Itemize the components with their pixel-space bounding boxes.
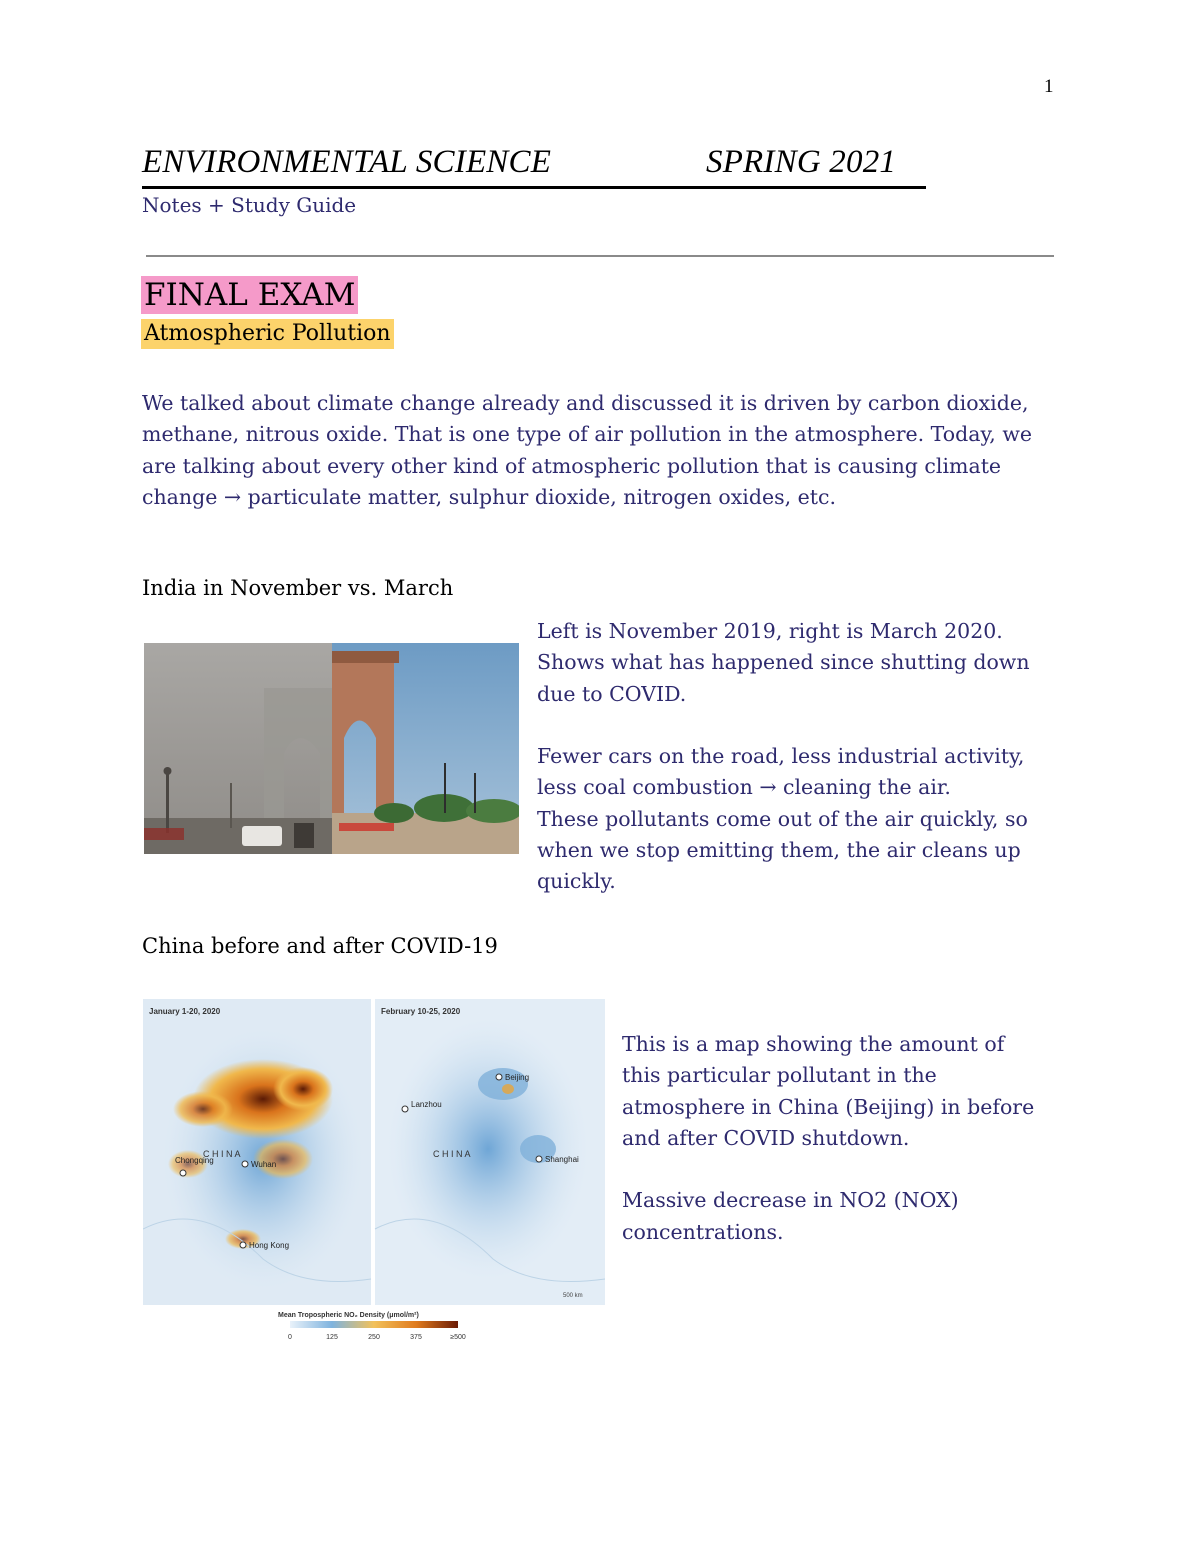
map-panel-before <box>143 999 371 1305</box>
china-text-line: Massive decrease in NO2 (NOX) <box>622 1188 959 1213</box>
india-description <box>537 616 1097 898</box>
china-text-line: atmosphere in China (Beijing) in before <box>622 1094 1035 1119</box>
document-title <box>142 142 926 189</box>
legend-tick: ≥500 <box>450 1334 466 1341</box>
india-text-line: quickly. <box>537 869 616 894</box>
china-heading: China before and after COVID-19 <box>142 934 498 958</box>
svg-text:Hong Kong: Hong Kong <box>249 1241 290 1250</box>
intro-line: are talking about every other kind of atmospheric pollution that is causing climate <box>142 453 1002 478</box>
india-gate-comparison-photo <box>144 643 519 854</box>
china-text-line: and after COVID shutdown. <box>622 1125 910 1150</box>
svg-text:Chongqing: Chongqing <box>175 1156 214 1165</box>
svg-text:Shanghai: Shanghai <box>545 1155 579 1164</box>
intro-line: We talked about climate change already and discussed it is driven by carbon dioxide, <box>142 391 1029 415</box>
course-title: ENVIRONMENTAL SCIENCE <box>142 144 552 180</box>
india-heading: India in November vs. March <box>142 576 454 600</box>
map-date-after: February 10-25, 2020 <box>381 1007 461 1016</box>
india-text-line: Fewer cars on the road, less industrial activity, <box>537 744 1025 769</box>
legend-tick: 250 <box>368 1334 380 1341</box>
map-panel-after <box>375 999 605 1305</box>
intro-line: methane, nitrous oxide. That is one type of air pollution in the atmosphere. Today, we <box>142 422 1033 447</box>
intro-line: change → particulate matter, sulphur dioxide, nitrogen oxides, etc. <box>142 484 837 509</box>
india-text-line: due to COVID. <box>537 681 687 706</box>
svg-text:Beijing: Beijing <box>505 1073 530 1082</box>
china-text-line: concentrations. <box>622 1219 784 1244</box>
china-no2-map <box>143 999 605 1344</box>
legend-title: Mean Tropospheric NO₂ Density (μmol/m²) <box>278 1312 419 1319</box>
china-text-line: this particular pollutant in the <box>622 1063 937 1088</box>
map-scale: 500 km <box>563 1293 583 1299</box>
china-description <box>622 1029 1122 1248</box>
india-text-line: less coal combustion → cleaning the air. <box>537 775 951 800</box>
china-text-line: This is a map showing the amount of <box>622 1032 1005 1056</box>
legend-tick: 375 <box>410 1334 422 1341</box>
page-number: 1 <box>1044 76 1054 97</box>
section-heading: Atmospheric Pollution <box>141 319 394 349</box>
term-label: SPRING 2021 <box>706 144 897 180</box>
india-text-line: Left is November 2019, right is March 2020. <box>537 619 1003 643</box>
legend-color-bar <box>290 1321 458 1328</box>
svg-text:Lanzhou: Lanzhou <box>411 1100 442 1109</box>
subtitle: Notes + Study Guide <box>142 193 357 217</box>
clear-half <box>332 643 519 854</box>
horizontal-divider <box>146 255 1054 257</box>
india-text-line: These pollutants come out of the air quickly, so <box>537 806 1028 831</box>
country-label: C H I N A <box>203 1149 241 1159</box>
map-date-before: January 1-20, 2020 <box>149 1007 221 1016</box>
smoggy-half <box>144 643 332 854</box>
exam-heading: FINAL EXAM <box>141 276 358 314</box>
svg-text:Wuhan: Wuhan <box>251 1160 277 1169</box>
legend-tick: 125 <box>326 1334 338 1341</box>
india-text-line: when we stop emitting them, the air cleans up <box>537 838 1021 863</box>
india-text-line: Shows what has happened since shutting down <box>537 650 1030 675</box>
legend-tick: 0 <box>288 1334 292 1341</box>
map-legend <box>143 1305 605 1344</box>
country-label: C H I N A <box>433 1149 471 1159</box>
intro-paragraph <box>142 388 1082 513</box>
